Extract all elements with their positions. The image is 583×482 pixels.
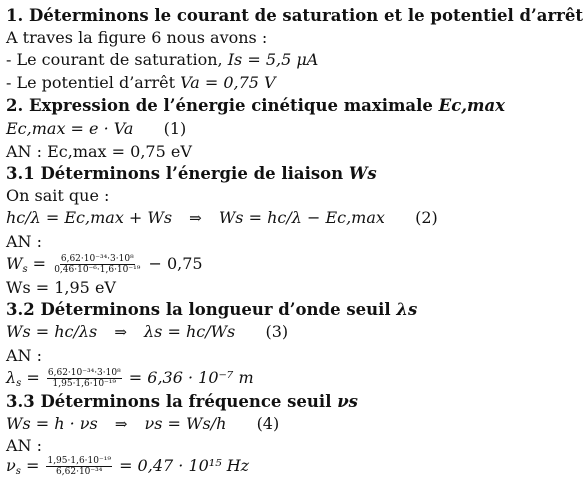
ws-denominator: 0,46·10⁻⁶·1,6·10⁻¹⁹ — [54, 265, 141, 275]
equation-4-number: (4) — [256, 414, 280, 433]
implies-arrow: ⇒ — [114, 415, 128, 433]
ws-fraction — [53, 254, 141, 275]
equation-2-right: Ws = hc/λ − Ec,max — [218, 208, 385, 227]
heading-3-3 — [6, 392, 470, 412]
heading-2 — [6, 96, 505, 116]
equation-3 — [6, 322, 470, 342]
bullet-saturation-label: - Le courant de saturation, — [6, 50, 223, 69]
on-sait-que: On sait que : — [6, 186, 110, 205]
equation-3-number: (3) — [265, 322, 289, 341]
heading-3-3-text: 3.3 Déterminons la fréquence seuil — [6, 392, 332, 411]
lambda-denominator: 1,95·1,6·10⁻¹⁹ — [52, 379, 117, 389]
implies-arrow: ⇒ — [114, 323, 127, 341]
an-4-label: AN : — [6, 436, 43, 455]
heading-1: 1. Déterminons le courant de saturation et le potentiel d’arrêt — [6, 6, 583, 25]
nu-calculation: $\nu_s$ = $\frac{\text{1,95·1,6·10⁻¹⁹}}{\text{6,62·10⁻³⁴}}$ = 0,47 · 10¹⁵ Hz — [6, 456, 250, 477]
ws-result: Ws = 1,95 eV — [6, 278, 116, 297]
an-2-label: AN : — [6, 232, 43, 251]
lambda-numerator: 6,62·10⁻³⁴·3·10⁸ — [47, 368, 121, 378]
ws-tail: − 0,75 — [148, 254, 203, 273]
nu-numerator: 1,95·1,6·10⁻¹⁹ — [47, 456, 111, 466]
heading-3-2 — [6, 300, 470, 320]
equation-1-number: (1) — [163, 119, 187, 138]
bullet-potential — [6, 73, 470, 93]
nu-fraction — [46, 456, 112, 477]
heading-2-var: Ec,max — [438, 96, 505, 115]
lambda-fraction — [47, 368, 122, 389]
heading-2-text: 2. Expression de l’énergie cinétique maximale — [6, 96, 433, 115]
heading-3-1 — [6, 164, 470, 184]
implies-arrow: ⇒ — [189, 209, 202, 227]
bullet-potential-label: - Le potentiel d’arrêt — [6, 73, 176, 92]
bullet-potential-math: Va = 0,75 V — [180, 73, 276, 92]
equation-1 — [6, 119, 470, 139]
equation-4-left: Ws = h · νs — [6, 414, 98, 433]
heading-3-3-var: νs — [337, 392, 358, 411]
heading-3-2-text: 3.2 Déterminons la longueur d’onde seuil — [6, 300, 391, 319]
equation-1-body: Ec,max = e · Va — [6, 119, 134, 138]
lambda-result: = 6,36 · 10⁻⁷ m — [128, 368, 254, 387]
bullet-saturation — [6, 50, 470, 70]
bullet-saturation-math: Is = 5,5 μA — [227, 50, 319, 69]
equation-4-right: νs = Ws/h — [144, 414, 227, 433]
heading-3-2-var: λs — [396, 300, 418, 319]
heading-3-1-text: 3.1 Déterminons l’énergie de liaison — [6, 164, 344, 183]
intro-text: A traves la figure 6 nous avons : — [6, 28, 268, 47]
equation-3-right: λs = hc/Ws — [144, 322, 236, 341]
equation-2-left: hc/λ = Ec,max + Ws — [6, 208, 173, 227]
equation-2-number: (2) — [415, 208, 438, 227]
equation-4 — [6, 414, 470, 434]
ws-calculation: $W_s$ = $\frac{\text{6,62·10⁻³⁴·3·10⁸}}{\text{0,46·10⁻⁶·1,6·10⁻¹⁹}}$ − 0,75 — [6, 254, 203, 275]
ws-numerator: 6,62·10⁻³⁴·3·10⁸ — [60, 254, 134, 264]
an-3-label: AN : — [6, 346, 43, 365]
lambda-calculation: $\lambda_s$ = $\frac{\text{6,62·10⁻³⁴·3·10⁸}}{\text{1,95·1,6·10⁻¹⁹}}$ = 6,36 · 10⁻⁷ m — [6, 368, 254, 389]
equation-2 — [6, 208, 470, 228]
equation-3-left: Ws = hc/λs — [6, 322, 98, 341]
nu-result: = 0,47 · 10¹⁵ Hz — [119, 456, 250, 475]
an-1: AN : Ec,max = 0,75 eV — [6, 142, 192, 161]
heading-3-1-var: Ws — [348, 164, 377, 183]
nu-denominator: 6,62·10⁻³⁴ — [56, 467, 103, 477]
